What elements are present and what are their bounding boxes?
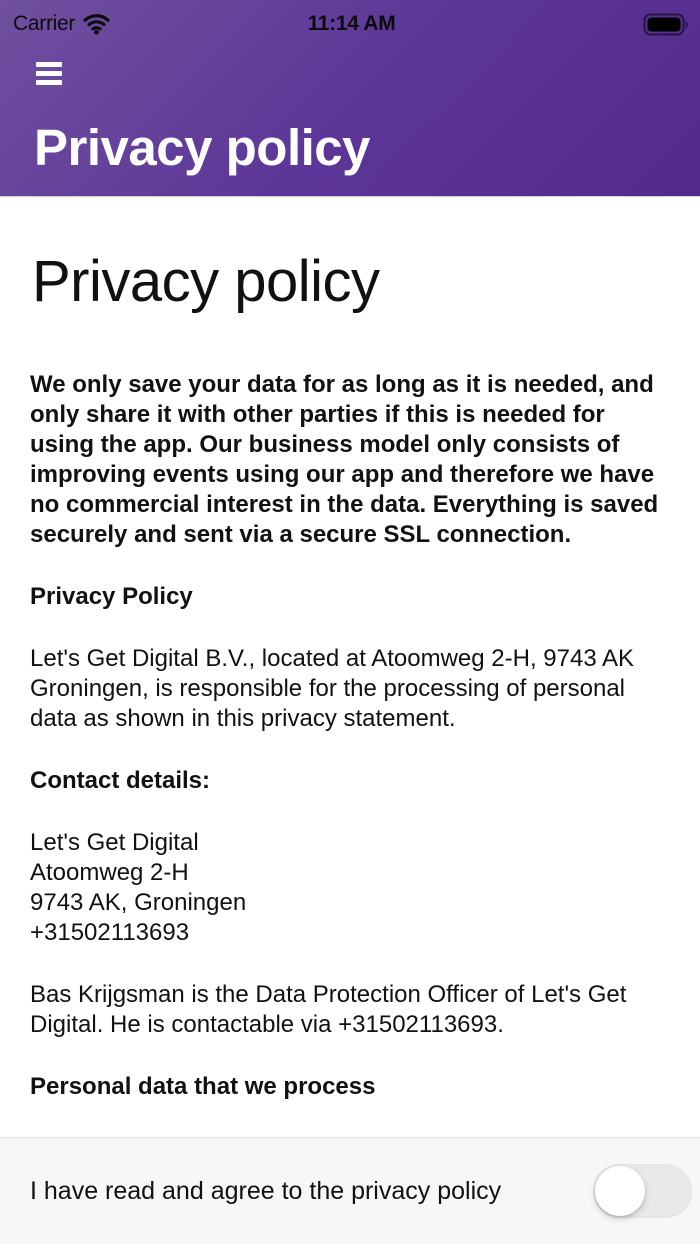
- contact-line-city: 9743 AK, Groningen: [30, 888, 247, 916]
- section-heading-contact-details: Contact details:: [30, 766, 211, 794]
- hamburger-menu-icon[interactable]: [32, 58, 66, 88]
- status-left: [13, 12, 243, 36]
- privacy-policy-paragraph: Let's Get Digital B.V., located at Atoomweg 2-H, 9743 AK Groningen, is responsible for the processing of personal data as shown in this privacy statement.: [30, 644, 635, 732]
- privacy-agree-toggle[interactable]: [593, 1164, 692, 1218]
- page-title: Privacy policy: [32, 249, 380, 314]
- hamburger-bar: [36, 71, 62, 76]
- contact-line-company: Let's Get Digital: [30, 828, 199, 856]
- privacy-policy-document[interactable]: [0, 198, 700, 1137]
- contact-line-street: Atoomweg 2-H: [30, 858, 189, 886]
- wifi-icon: [82, 13, 111, 35]
- hamburger-bar: [36, 62, 62, 67]
- battery-icon: [643, 13, 690, 36]
- section-heading-privacy-policy: Privacy Policy: [30, 582, 193, 610]
- agreement-label: I have read and agree to the privacy policy: [30, 1177, 502, 1205]
- header-title: Privacy policy: [34, 119, 371, 176]
- clock-label: 11:14 AM: [307, 12, 396, 35]
- intro-paragraph: We only save your data for as long as it is needed, and only share it with other parties if this is needed for using the app. Our business model only consists of improving events using our app and therefore we have no commercial interest in the data. Everything is saved securely and sent via a secure SSL connection.: [30, 370, 659, 548]
- carrier-label: Carrier: [13, 12, 76, 35]
- status-bar: [0, 0, 700, 44]
- dpo-paragraph: Bas Krijgsman is the Data Protection Officer of Let's Get Digital. He is contactable via +31502113693.: [30, 980, 627, 1038]
- status-right: [460, 13, 690, 36]
- contact-details-block: [30, 828, 666, 948]
- app-header: [0, 0, 700, 197]
- toggle-knob: [595, 1166, 645, 1216]
- agreement-bar: [0, 1137, 700, 1244]
- contact-line-phone: +31502113693: [30, 918, 190, 946]
- section-heading-personal-data: Personal data that we process: [30, 1072, 376, 1100]
- hamburger-bar: [36, 80, 62, 85]
